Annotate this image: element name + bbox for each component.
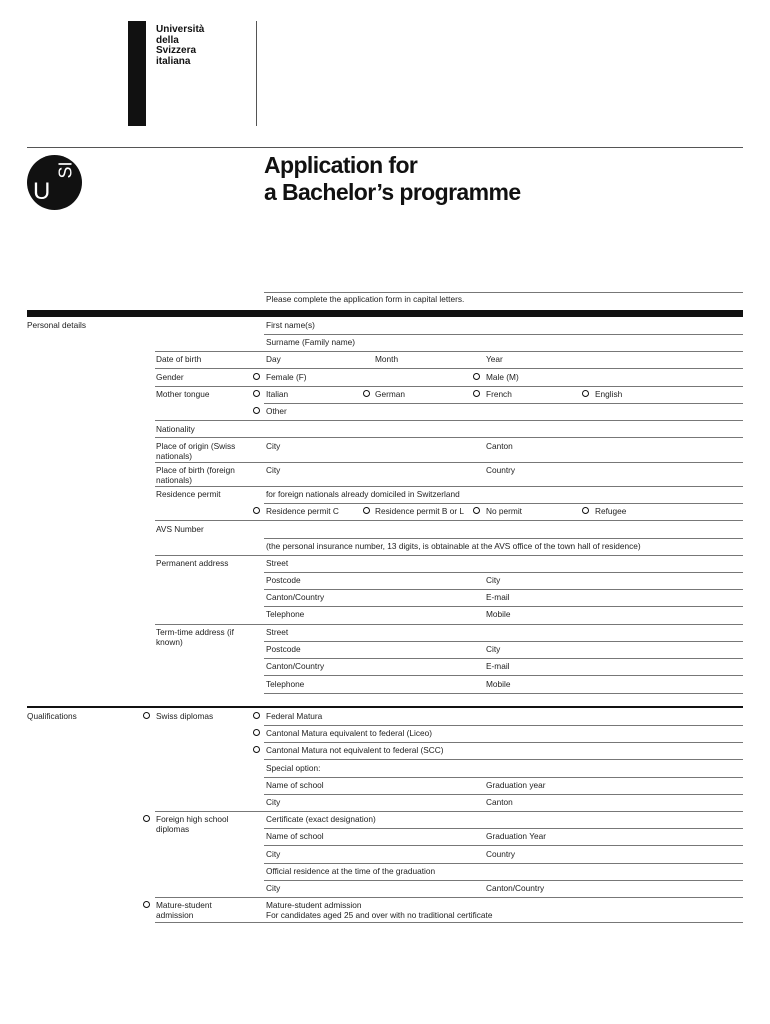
- divider: [264, 693, 743, 694]
- origin-city-field[interactable]: City: [266, 441, 281, 451]
- foreign-diplomas-label: Foreign high school diplomas: [156, 814, 229, 834]
- permanent-canton-field[interactable]: Canton/Country: [266, 592, 325, 602]
- mother-tongue-label: Mother tongue: [156, 389, 210, 399]
- birth-country-field[interactable]: Country: [486, 465, 516, 475]
- termtime-email-field[interactable]: E-mail: [486, 661, 510, 671]
- origin-canton-field[interactable]: Canton: [486, 441, 513, 451]
- section-divider: [27, 706, 743, 708]
- swiss-grad-year-field[interactable]: Graduation year: [486, 780, 546, 790]
- termtime-postcode-field[interactable]: Postcode: [266, 644, 301, 654]
- dob-year-field[interactable]: Year: [486, 354, 503, 364]
- divider: [264, 794, 743, 795]
- divider: [264, 658, 743, 659]
- mature-student-note: For candidates aged 25 and over with no traditional certificate: [266, 910, 493, 920]
- divider: [264, 641, 743, 642]
- cantonal-not-radio[interactable]: [253, 746, 260, 753]
- tongue-english-radio[interactable]: [582, 390, 589, 397]
- permit-c-radio[interactable]: [253, 507, 260, 514]
- dob-label: Date of birth: [156, 354, 202, 364]
- divider: [264, 675, 743, 676]
- divider: [155, 420, 743, 421]
- residence-canton-country-field[interactable]: Canton/Country: [486, 883, 545, 893]
- permanent-mobile-field[interactable]: Mobile: [486, 609, 511, 619]
- divider: [264, 725, 743, 726]
- foreign-school-field[interactable]: Name of school: [266, 831, 324, 841]
- page-title: Application for a Bachelor’s programme: [264, 152, 521, 205]
- divider: [264, 777, 743, 778]
- section-personal-details: Personal details: [27, 320, 87, 330]
- foreign-grad-year-field[interactable]: Graduation Year: [486, 831, 546, 841]
- divider: [264, 742, 743, 743]
- divider: [264, 880, 743, 881]
- place-birth-label: Place of birth (foreign nationals): [156, 465, 235, 485]
- divider: [155, 462, 743, 463]
- swiss-city-field[interactable]: City: [266, 797, 281, 807]
- gender-female-radio[interactable]: [253, 373, 260, 380]
- termtime-canton-field[interactable]: Canton/Country: [266, 661, 325, 671]
- tongue-other-radio[interactable]: [253, 407, 260, 414]
- foreign-city-field[interactable]: City: [266, 849, 281, 859]
- residence-city-field[interactable]: City: [266, 883, 281, 893]
- header-divider: [27, 147, 743, 148]
- divider: [155, 811, 743, 812]
- surname-field[interactable]: Surname (Family name): [266, 337, 355, 347]
- section-qualifications: Qualifications: [27, 711, 77, 721]
- tongue-italian-label: Italian: [266, 389, 289, 399]
- divider: [264, 589, 743, 590]
- tongue-english-label: English: [595, 389, 623, 399]
- tongue-german-label: German: [375, 389, 405, 399]
- permanent-city-field[interactable]: City: [486, 575, 501, 585]
- termtime-mobile-field[interactable]: Mobile: [486, 679, 511, 689]
- divider: [155, 897, 743, 898]
- swiss-diplomas-label: Swiss diplomas: [156, 711, 214, 721]
- swiss-diplomas-radio[interactable]: [143, 712, 150, 719]
- permanent-address-label: Permanent address: [156, 558, 229, 568]
- tongue-other-label: Other: [266, 406, 287, 416]
- gender-male-label: Male (M): [486, 372, 519, 382]
- first-name-field[interactable]: First name(s): [266, 320, 315, 330]
- no-permit-radio[interactable]: [473, 507, 480, 514]
- divider: [155, 624, 743, 625]
- divider: [264, 863, 743, 864]
- birth-city-field[interactable]: City: [266, 465, 281, 475]
- permanent-email-field[interactable]: E-mail: [486, 592, 510, 602]
- usi-logo: U SI: [27, 155, 82, 210]
- nationality-label: Nationality: [156, 424, 195, 434]
- tongue-french-radio[interactable]: [473, 390, 480, 397]
- instruction-text: Please complete the application form in capital letters.: [266, 294, 465, 304]
- dob-day-field[interactable]: Day: [266, 354, 281, 364]
- permanent-street-field[interactable]: Street: [266, 558, 289, 568]
- divider: [155, 486, 743, 487]
- cantonal-eq-radio[interactable]: [253, 729, 260, 736]
- tongue-german-radio[interactable]: [363, 390, 370, 397]
- mature-student-label: Mature-student admission: [156, 900, 212, 920]
- avs-label: AVS Number: [156, 524, 204, 534]
- foreign-diplomas-radio[interactable]: [143, 815, 150, 822]
- institution-name: Università della Svizzera italiana: [156, 24, 205, 67]
- permanent-telephone-field[interactable]: Telephone: [266, 609, 305, 619]
- divider: [264, 503, 743, 504]
- divider: [155, 520, 743, 521]
- divider: [264, 845, 743, 846]
- divider: [155, 386, 743, 387]
- divider: [264, 828, 743, 829]
- divider: [264, 606, 743, 607]
- certificate-field[interactable]: Certificate (exact designation): [266, 814, 376, 824]
- divider: [155, 368, 743, 369]
- swiss-canton-field[interactable]: Canton: [486, 797, 513, 807]
- special-option-field[interactable]: Special option:: [266, 763, 321, 773]
- divider: [155, 351, 743, 352]
- swiss-school-field[interactable]: Name of school: [266, 780, 324, 790]
- header-divider-vertical: [256, 21, 257, 126]
- termtime-street-field[interactable]: Street: [266, 627, 289, 637]
- divider: [264, 572, 743, 573]
- brand-bar: [128, 21, 146, 126]
- permit-bl-radio[interactable]: [363, 507, 370, 514]
- refugee-label: Refugee: [595, 506, 627, 516]
- divider: [264, 759, 743, 760]
- permanent-postcode-field[interactable]: Postcode: [266, 575, 301, 585]
- mature-student-title: Mature-student admission: [266, 900, 362, 910]
- termtime-telephone-field[interactable]: Telephone: [266, 679, 305, 689]
- place-origin-label: Place of origin (Swiss nationals): [156, 441, 236, 461]
- termtime-city-field[interactable]: City: [486, 644, 501, 654]
- avs-note: (the personal insurance number, 13 digits, is obtainable at the AVS office of the town hall of residence): [266, 541, 641, 551]
- avs-field[interactable]: [264, 538, 743, 539]
- federal-matura-radio[interactable]: [253, 712, 260, 719]
- gender-label: Gender: [156, 372, 184, 382]
- cantonal-eq-label: Cantonal Matura equivalent to federal (Liceo): [266, 728, 433, 738]
- official-residence-label: Official residence at the time of the graduation: [266, 866, 436, 876]
- mature-student-radio[interactable]: [143, 901, 150, 908]
- divider: [155, 555, 743, 556]
- residence-note: for foreign nationals already domiciled in Switzerland: [266, 489, 460, 499]
- refugee-radio[interactable]: [582, 507, 589, 514]
- permit-bl-label: Residence permit B or L: [375, 506, 465, 516]
- foreign-country-field[interactable]: Country: [486, 849, 516, 859]
- tongue-italian-radio[interactable]: [253, 390, 260, 397]
- gender-female-label: Female (F): [266, 372, 307, 382]
- section-bar: [27, 310, 743, 317]
- divider: [264, 334, 743, 335]
- federal-matura-label: Federal Matura: [266, 711, 323, 721]
- divider: [264, 403, 743, 404]
- termtime-address-label: Term-time address (if known): [156, 627, 234, 647]
- residence-permit-label: Residence permit: [156, 489, 221, 499]
- no-permit-label: No permit: [486, 506, 522, 516]
- tongue-french-label: French: [486, 389, 512, 399]
- dob-month-field[interactable]: Month: [375, 354, 399, 364]
- cantonal-not-label: Cantonal Matura not equivalent to federal (SCC): [266, 745, 444, 755]
- gender-male-radio[interactable]: [473, 373, 480, 380]
- divider: [264, 292, 743, 293]
- divider: [155, 922, 743, 923]
- permit-c-label: Residence permit C: [266, 506, 339, 516]
- divider: [155, 437, 743, 438]
